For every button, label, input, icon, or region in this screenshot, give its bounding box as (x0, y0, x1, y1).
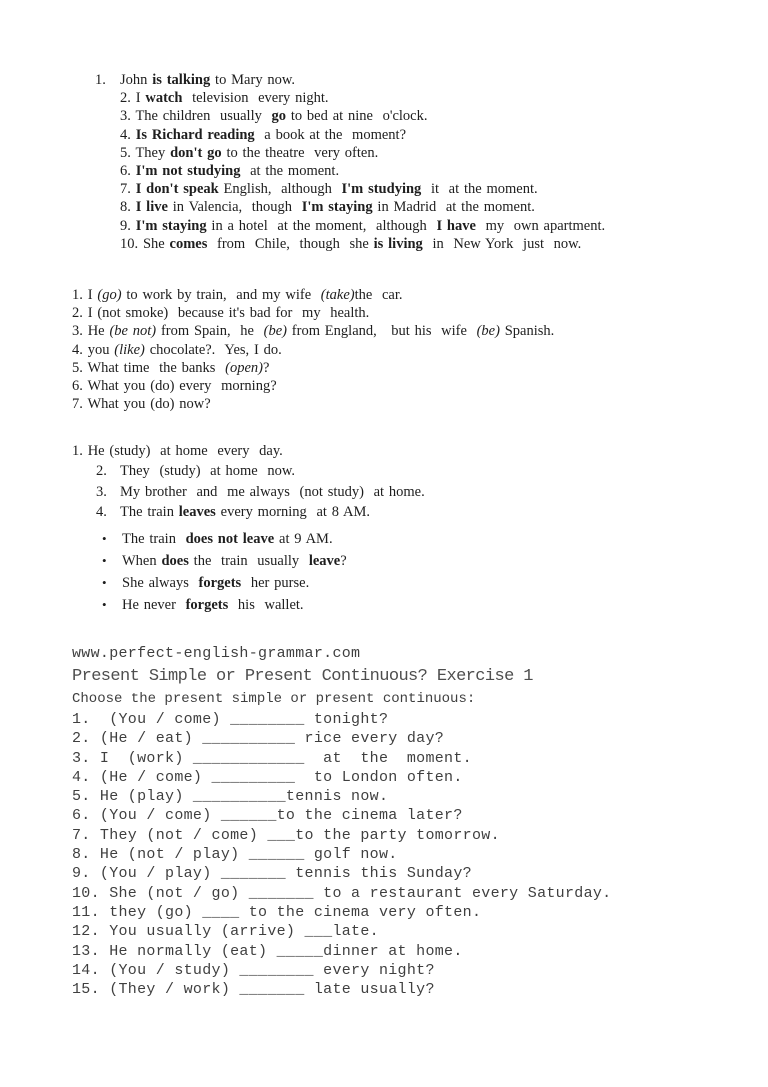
list-item: 4. The train leaves every morning at 8 AM. (72, 502, 425, 522)
list-item: 8. I live in Valencia, though I'm staying in Madrid at the moment. (120, 199, 535, 216)
exercise-question: 4. (He / come) _________ to London often. (72, 768, 463, 786)
list-item: 1. He (study) at home every day. (72, 443, 283, 459)
item-number: 4. (96, 503, 107, 520)
bullet-item: • He never forgets his wallet. (72, 594, 347, 616)
exercise-question: 10. She (not / go) _______ to a restaurant every Saturday. (72, 884, 612, 902)
exercise-question: 3. I (work) ____________ at the moment. (72, 749, 472, 767)
item-number: 3. (96, 483, 107, 500)
study-sentences-list (72, 441, 425, 522)
exercise-question: 15. (They / work) _______ late usually? (72, 981, 435, 999)
exercise-question: 2. (He / eat) __________ rice every day? (72, 730, 445, 748)
bullet-icon: • (102, 553, 107, 568)
bullet-item: • The train does not leave at 9 AM. (72, 528, 347, 550)
website-url: www.perfect-english-grammar.com (72, 645, 361, 662)
exercise-block (72, 645, 611, 999)
list-item: 2. I watch television every night. (120, 90, 329, 107)
list-item: 5. What time the banks (open)? (72, 359, 270, 376)
item-number: 2. (96, 463, 107, 480)
list-item: 5. They don't go to the theatre very often. (120, 144, 379, 161)
list-item: 3. He (be not) from Spain, he (be) from England, but his wife (be) Spanish. (72, 323, 555, 340)
bullet-icon: • (102, 531, 107, 546)
list-item: 1. I (go) to work by train, and my wife (take)the car. (72, 287, 403, 303)
exercise-instruction: Choose the present simple or present continuous: (72, 691, 476, 707)
list-item: 3. My brother and me always (not study) at home. (72, 482, 425, 502)
bullet-item: • When does the train usually leave? (72, 550, 347, 572)
bullet-item: • She always forgets her purse. (72, 572, 347, 594)
list-item: 6. I'm not studying at the moment. (120, 163, 340, 180)
item-number: 1. (95, 72, 106, 88)
list-item: 9. I'm staying in a hotel at the moment, although I have my own apartment. (120, 217, 606, 234)
exercise-question: 7. They (not / come) ___to the party tomorrow. (72, 826, 500, 844)
exercise-question: 13. He normally (eat) _____dinner at home. (72, 942, 463, 960)
exercise-questions-list (72, 710, 611, 999)
fill-in-sentences-list (72, 286, 554, 413)
exercise-question: 12. You usually (arrive) ___late. (72, 923, 379, 941)
bullet-icon: • (102, 575, 107, 590)
exercise-question: 9. (You / play) _______ tennis this Sunday? (72, 865, 472, 883)
bullet-icon: • (102, 597, 107, 612)
list-item: 1. John is talking to Mary now. (95, 72, 296, 88)
verb-examples-list (72, 71, 605, 253)
train-bullet-list (72, 528, 347, 616)
list-item: 6. What you (do) every morning? (72, 378, 277, 395)
exercise-question: 8. He (not / play) ______ golf now. (72, 846, 398, 864)
exercise-question: 6. (You / come) ______to the cinema later? (72, 807, 463, 825)
list-item: 10. She comes from Chile, though she is living in New York just now. (120, 235, 582, 252)
list-item: 4. Is Richard reading a book at the moment? (120, 126, 407, 143)
list-item: 7. What you (do) now? (72, 396, 211, 413)
list-item: 2. I (not smoke) because it's bad for my health. (72, 305, 370, 322)
list-item: 7. I don't speak English, although I'm studying it at the moment. (120, 181, 538, 198)
list-item: 2. They (study) at home now. (72, 461, 425, 481)
exercise-title: Present Simple or Present Continuous? Exercise 1 (72, 667, 533, 686)
exercise-question: 5. He (play) __________tennis now. (72, 788, 389, 806)
list-item: 4. you (like) chocolate?. Yes, I do. (72, 341, 282, 358)
list-item: 3. The children usually go to bed at nine o'clock. (120, 108, 428, 125)
exercise-question: 14. (You / study) ________ every night? (72, 961, 435, 979)
exercise-question: 11. they (go) ____ to the cinema very often. (72, 903, 482, 921)
exercise-question: 1. (You / come) ________ tonight? (72, 711, 389, 728)
